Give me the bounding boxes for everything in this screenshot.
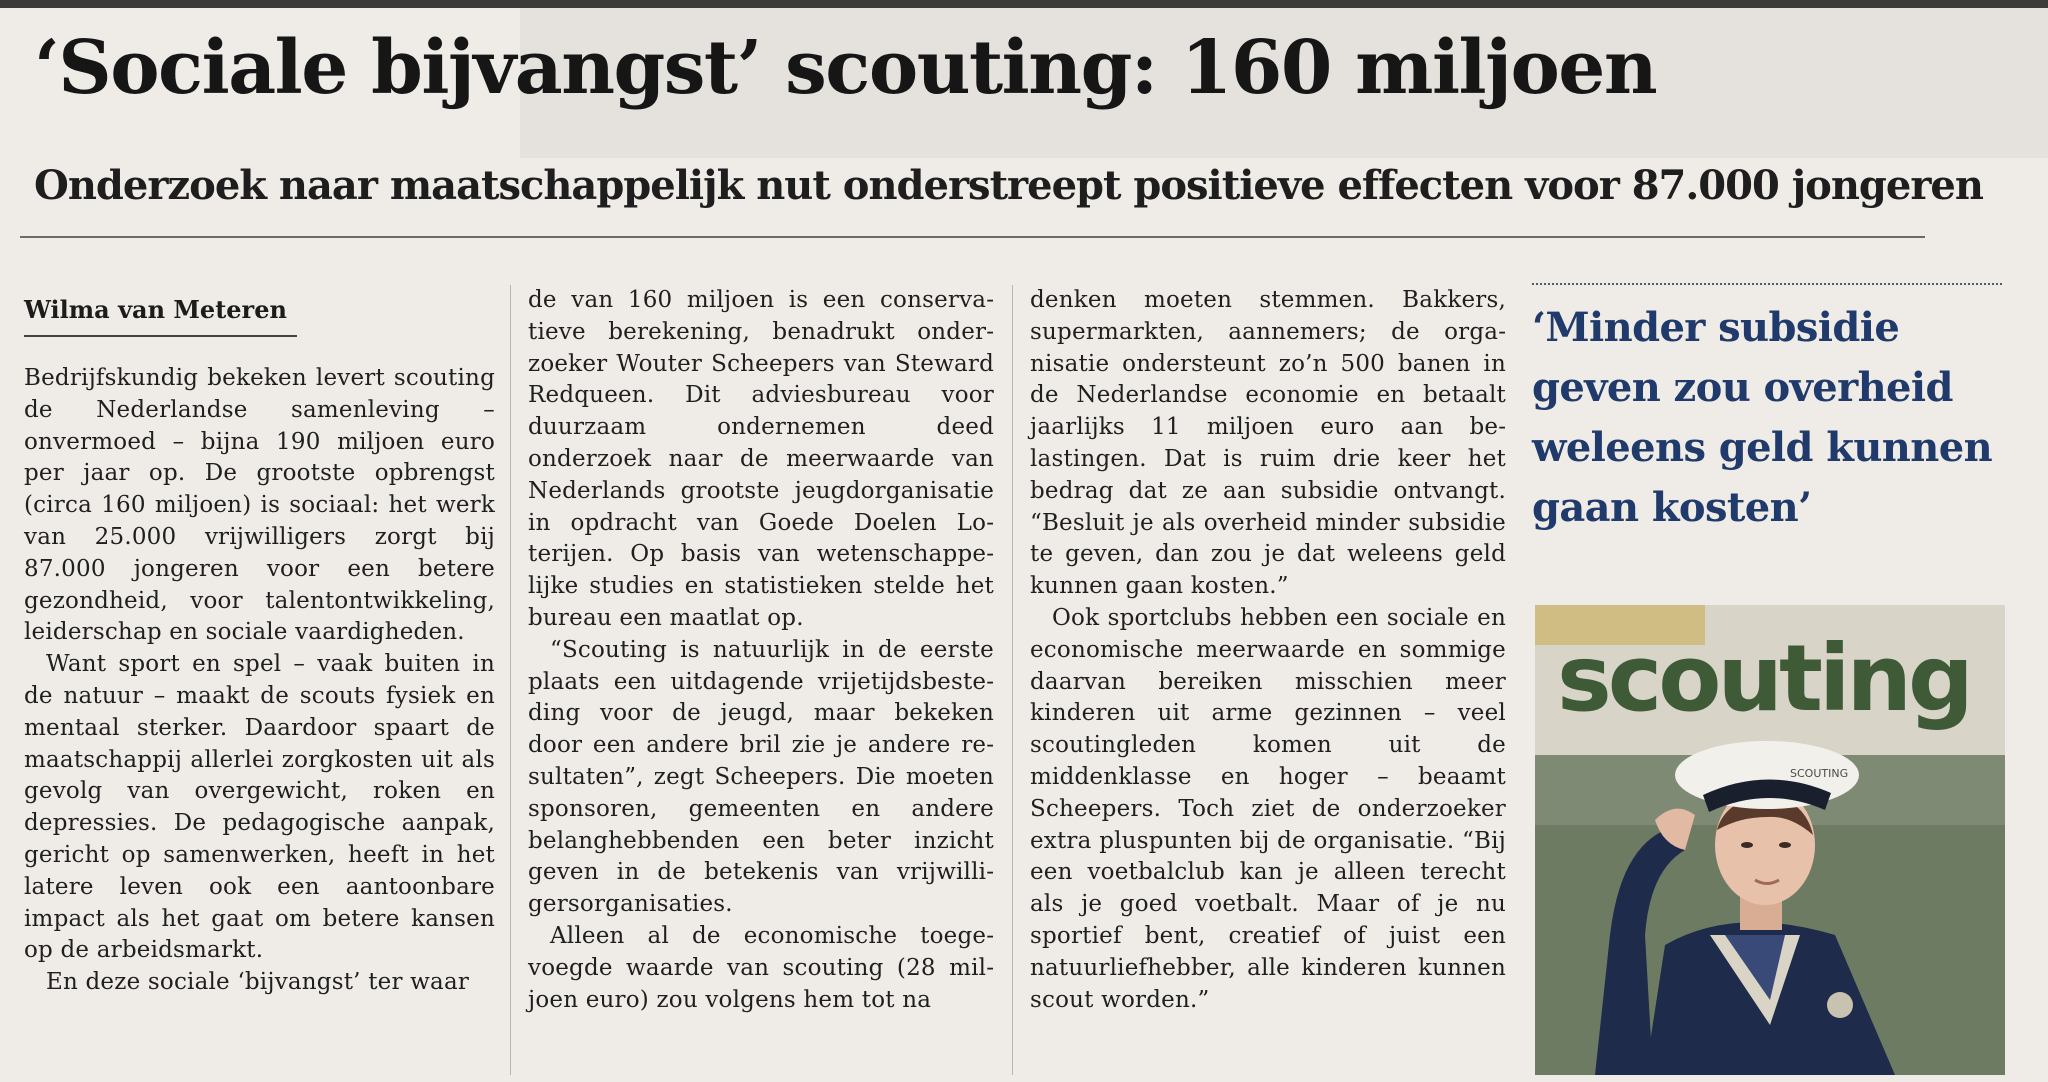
article-column-3 [1030,285,1506,1016]
scout-photo [1535,605,2005,1075]
subheadline-rule [20,236,1925,238]
headline: ‘Sociale bijvangst’ scouting: 160 miljoen [34,25,1657,111]
cap-text: SCOUTING [1790,767,1849,780]
column-divider [510,285,511,1075]
paragraph: Want sport en spel – vaak buiten in de natuur – maakt de scouts fysiek en mentaal sterker. Daardoor spaart de maatschappij allerlei zorgkosten uit als gevolg van overgewicht, roken en depressies. De pedagogische aanpak, gericht op samenwerken, heeft in het latere leven ook een aantoonbare impact als het gaat om betere kansen op de arbeidsmarkt. [24,651,495,964]
top-rule [0,0,2048,8]
subheadline: Onderzoek naar maatschappelijk nut onderstreept positieve effecten voor 87.000 jongeren [34,162,1983,209]
paragraph: En deze sociale ‘bijvangst’ ter waar [46,969,470,996]
byline-rule [24,335,297,337]
scouting-sign-text: scouting [1557,625,1970,732]
paragraph: “Scouting is natuurlijk in de eerste plaats een uitdagende vrijetijdsbesteding voor de jeugd, maar bekeken door een andere bril zie je andere resultaten”, zegt Scheepers. Die moeten sponsoren, gemeenten en andere belanghebbenden een beter inzicht geven in de betekenis van vrijwilligersorganisaties. [528,636,994,918]
byline: Wilma van Meteren [24,295,287,324]
paragraph: Bedrijfskundig bekeken levert scouting de Nederlandse samenleving – onvermoed – bijna 190 miljoen euro per jaar op. De grootste opbrengst (circa 160 miljoen) is sociaal: het werk van 25.000 vrijwilligers zorgt bij 87.000 jongeren voor een betere gezondheid, voor talentontwikkeling, leiderschap en sociale vaardigheden. [24,365,495,646]
paragraph: denken moeten stemmen. Bakkers, supermarkten, aannemers; de organisatie ondersteunt zo’n 500 banen in de Nederlandse economie en betaalt jaarlijks 11 miljoen euro aan belastingen. Dat is ruim drie keer het bedrag dat ze aan subsidie ontvangt. “Besluit je als overheid minder subsidie te geven, dan zou je dat weleens geld kunnen gaan kosten.” [1030,287,1506,600]
paragraph: Ook sportclubs hebben een sociale en economische meerwaarde en sommige daarvan bereiken misschien meer kinderen uit arme gezinnen – veel scoutingleden komen uit de middenklasse en hoger – beaamt Scheepers. Toch ziet de onderzoeker extra pluspunten bij de organisatie. “Bij een voetbalclub kan je alleen terecht als je goed voetbalt. Maar of je nu sportief bent, creatief of juist een natuurliefhebber, alle kinderen kunnen scout worden.” [1030,604,1506,1013]
article-column-1 [24,363,495,999]
column-divider [1012,285,1013,1075]
pullquote-rule [1532,283,2002,285]
paragraph: Alleen al de economische toegevoegde waarde van scouting (28 miljoen euro) zou volgens hem tot na [528,922,994,1013]
paragraph: de van 160 miljoen is een conservatieve berekening, benadrukt onderzoeker Wouter Scheepers van Steward Redqueen. Dit adviesbureau voor duurzaam ondernemen deed onderzoek naar de meerwaarde van Nederlands grootste jeugdorganisatie in opdracht van Goede Doelen Loterijen. Op basis van wetenschappelijke studies en statistieken stelde het bureau een maatlat op. [528,287,994,631]
scout-photo-illustration [1535,605,2005,1075]
article-column-2 [528,285,994,1016]
pullquote: ‘Minder subsidie geven zou overheid weleens geld kunnen gaan kosten’ [1532,304,1993,531]
